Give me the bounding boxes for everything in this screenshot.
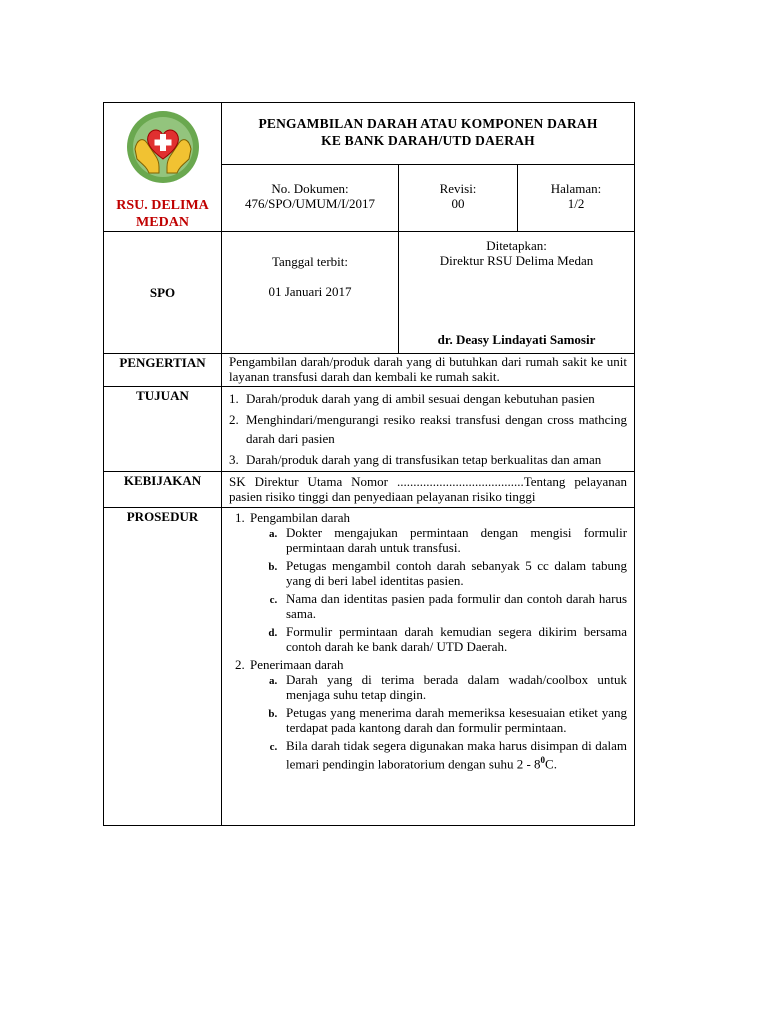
signatory-name: dr. Deasy Lindayati Samosir [437, 332, 596, 347]
hospital-name-line1: RSU. DELIMA [116, 198, 209, 213]
list-item: b. Petugas yang menerima darah memeriksa kesesuaian etiket yang terdapat pada kantong darah dan formulir permintaan. [280, 705, 627, 735]
logo-cell [104, 103, 222, 232]
list-item: 1. Darah/produk darah yang di ambil sesuai dengan kebutuhan pasien [242, 389, 627, 408]
publish-date-label: Tanggal terbit: [272, 254, 348, 269]
prosedur-step [248, 510, 627, 654]
doc-number-label: No. Dokumen: [271, 181, 349, 197]
list-item: c. Nama dan identitas pasien pada formulir dan contoh darah harus sama. [280, 591, 627, 621]
page-label: Halaman: [550, 181, 602, 197]
publish-date-value: 01 Januari 2017 [268, 284, 352, 299]
title-line1: PENGAMBILAN DARAH ATAU KOMPONEN DARAH [258, 116, 598, 131]
revision-value: 00 [451, 196, 465, 212]
publish-date-cell [222, 232, 399, 354]
pengertian-label: PENGERTIAN [104, 354, 222, 387]
prosedur-step [248, 657, 627, 771]
prosedur-steps [222, 510, 627, 771]
approval-label: Ditetapkan: [486, 238, 547, 253]
step-title: Penerimaan darah [250, 657, 344, 672]
list-item [280, 738, 627, 771]
list-item: d. Formulir permintaan darah kemudian segera dikirim bersama contoh darah ke bank darah/ UTD Daerah. [280, 624, 627, 654]
prosedur-label: PROSEDUR [104, 508, 222, 826]
list-item: 3. Darah/produk darah yang di transfusikan tetap berkualitas dan aman [242, 450, 627, 469]
step-title: Pengambilan darah [250, 510, 350, 525]
page-value: 1/2 [567, 196, 585, 212]
tujuan-label: TUJUAN [104, 387, 222, 472]
hospital-name [116, 197, 209, 231]
item-text: Bila darah tidak segera digunakan maka harus disimpan di dalam lemari pendingin laboratorium dengan suhu 2 - 8 [286, 738, 628, 772]
doc-number-value: 476/SPO/UMUM/I/2017 [244, 196, 376, 212]
prosedur-cell [222, 508, 635, 826]
document-title [222, 103, 635, 165]
kebijakan-text: SK Direktur Utama Nomor .......................................Tentang pelayanan pasien risiko tinggi dan penyediaan pelayanan risiko tinggi [222, 472, 635, 508]
hospital-name-line2: MEDAN [136, 215, 189, 230]
approval-cell [399, 232, 635, 354]
spo-document-table [103, 102, 635, 826]
list-item: a. Dokter mengajukan permintaan dengan mengisi formulir permintaan darah untuk transfusi. [280, 525, 627, 555]
pengertian-text: Pengambilan darah/produk darah yang di butuhkan dari rumah sakit ke unit layanan transfusi darah dan kembali ke rumah sakit. [222, 354, 635, 387]
title-line2: KE BANK DARAH/UTD DAERAH [321, 133, 535, 148]
list-item: b. Petugas mengambil contoh darah sebanyak 5 cc dalam tabung yang di beri label identitas pasien. [280, 558, 627, 588]
spo-label: SPO [104, 232, 222, 354]
kebijakan-label: KEBIJAKAN [104, 472, 222, 508]
doc-number-cell [222, 165, 399, 232]
tujuan-list [222, 389, 627, 469]
revision-cell [399, 165, 518, 232]
list-item: 2. Menghindari/mengurangi resiko reaksi transfusi dengan cross mathcing darah dari pasien [242, 410, 627, 448]
revision-label: Revisi: [439, 181, 477, 197]
hands-heart-cross-icon [125, 109, 201, 185]
page-cell [518, 165, 635, 232]
unit-text: C. [545, 756, 557, 772]
degree-superscript: 0 [540, 755, 546, 765]
tujuan-cell [222, 387, 635, 472]
approval-by: Direktur RSU Delima Medan [439, 253, 594, 268]
step-substeps [250, 672, 627, 771]
list-item: a. Darah yang di terima berada dalam wadah/coolbox untuk menjaga suhu tetap dingin. [280, 672, 627, 702]
step-substeps [250, 525, 627, 654]
